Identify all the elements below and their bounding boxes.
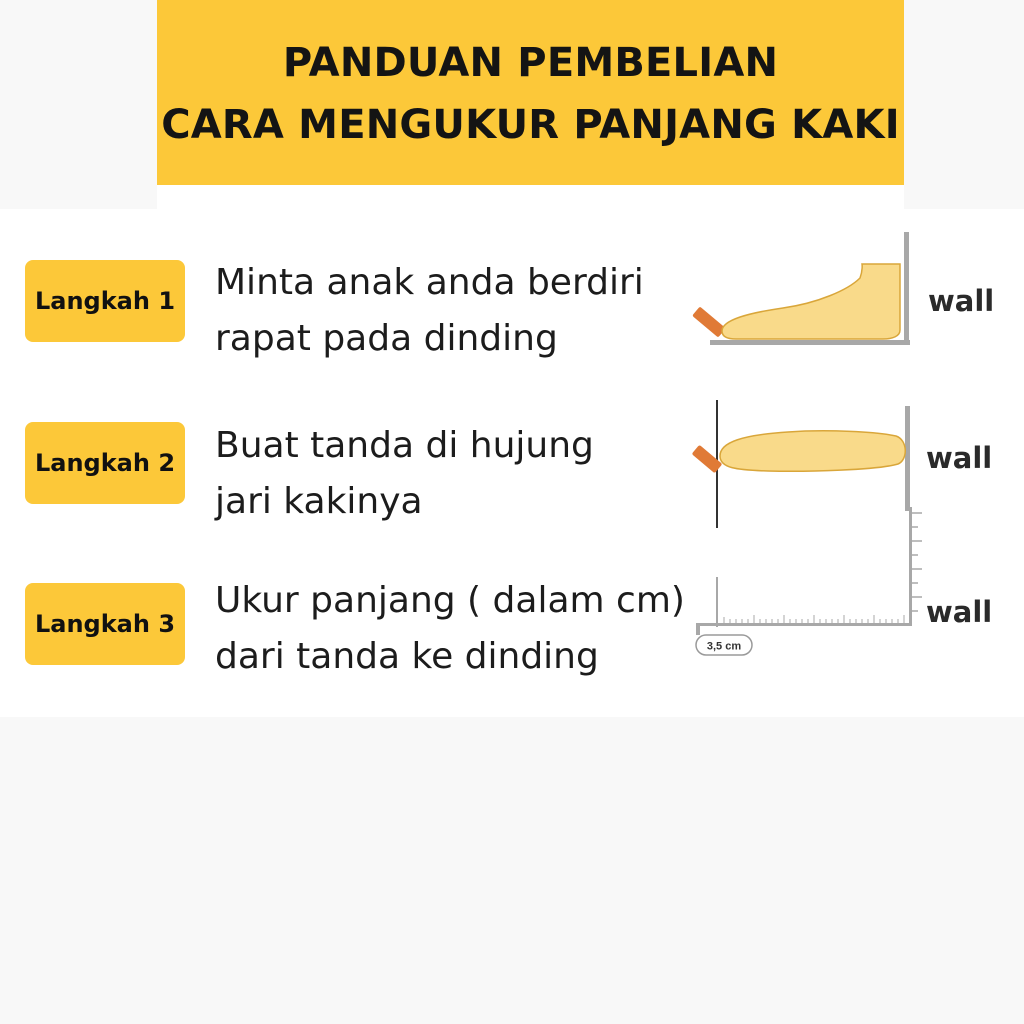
step-2-badge: Langkah 2 [25,422,185,504]
step-3-line1: Ukur panjang ( dalam cm) [215,580,685,621]
header-title-line2: CARA MENGUKUR PANJANG KAKI [161,102,900,148]
step-2-line1: Buat tanda di hujung [215,425,594,466]
header-banner [157,0,904,185]
header-gap [157,185,904,209]
step-3-badge: Langkah 3 [25,583,185,665]
header-title-line1: PANDUAN PEMBELIAN [282,40,779,86]
step-2-text [215,418,594,530]
step-1-line2: rapat pada dinding [215,318,558,359]
step-1-badge: Langkah 1 [25,260,185,342]
ruler-icon [690,505,930,665]
step-1-text [215,255,644,367]
ruler-measurement-label: 3,5 cm [706,640,742,653]
step-3-wall-label: wall [926,595,993,629]
step-1-wall-label: wall [928,284,995,318]
foot-side-view-icon [688,230,918,350]
step-3-line2: dari tanda ke dinding [215,636,599,677]
step-2-line2: jari kakinya [215,481,423,522]
step-3-text [215,573,685,685]
step-1-line1: Minta anak anda berdiri [215,262,644,303]
step-2-wall-label: wall [926,441,993,475]
